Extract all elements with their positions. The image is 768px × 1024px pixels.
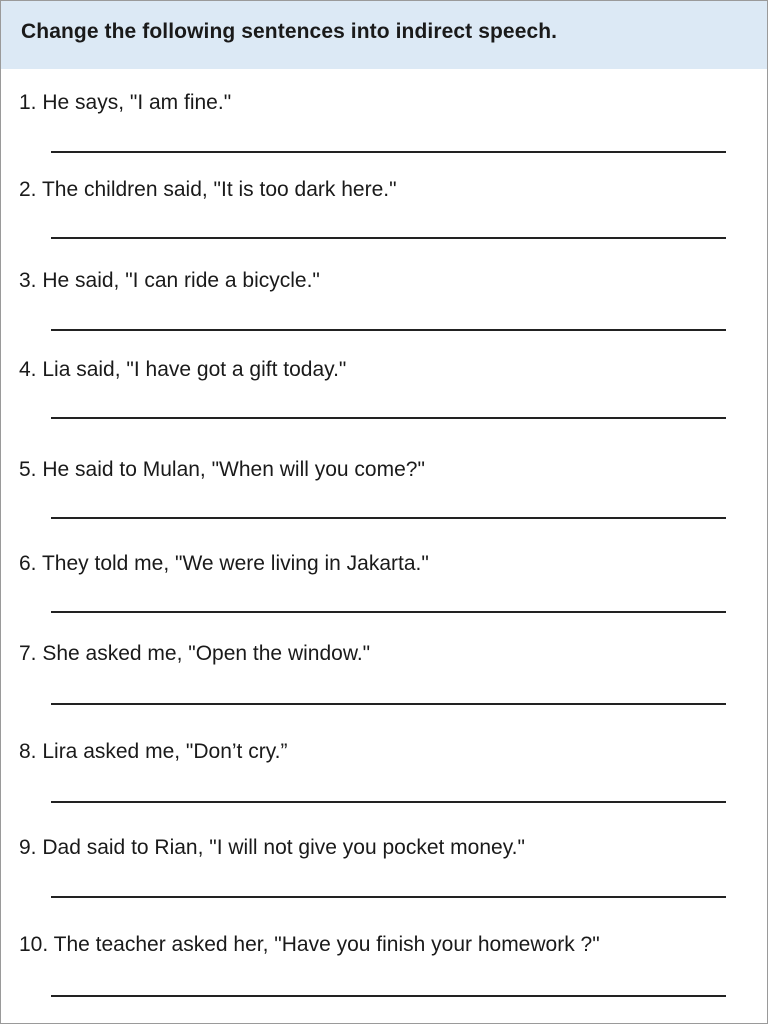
answer-line-7[interactable] — [51, 703, 726, 705]
answer-line-3[interactable] — [51, 329, 726, 331]
answer-line-8[interactable] — [51, 801, 726, 803]
answer-line-9[interactable] — [51, 896, 726, 898]
question-7: 7. She asked me, "Open the window." — [19, 642, 371, 665]
answer-line-2[interactable] — [51, 237, 726, 239]
question-3: 3. He said, "I can ride a bicycle." — [19, 269, 320, 292]
question-5: 5. He said to Mulan, "When will you come?" — [19, 458, 425, 481]
answer-line-1[interactable] — [51, 151, 726, 153]
question-6: 6. They told me, "We were living in Jakarta." — [19, 552, 429, 575]
question-1: 1. He says, "I am fine." — [19, 91, 232, 114]
question-2: 2. The children said, "It is too dark here." — [19, 178, 397, 201]
answer-line-6[interactable] — [51, 611, 726, 613]
question-10: 10. The teacher asked her, "Have you finish your homework ?" — [19, 933, 600, 956]
answer-line-10[interactable] — [51, 995, 726, 997]
instruction-header — [1, 1, 767, 69]
answer-line-4[interactable] — [51, 417, 726, 419]
answer-line-5[interactable] — [51, 517, 726, 519]
instruction-title: Change the following sentences into indirect speech. — [21, 20, 558, 43]
question-9: 9. Dad said to Rian, "I will not give you pocket money." — [19, 836, 525, 859]
question-8: 8. Lira asked me, "Don’t cry.” — [19, 740, 288, 763]
question-4: 4. Lia said, "I have got a gift today." — [19, 358, 347, 381]
